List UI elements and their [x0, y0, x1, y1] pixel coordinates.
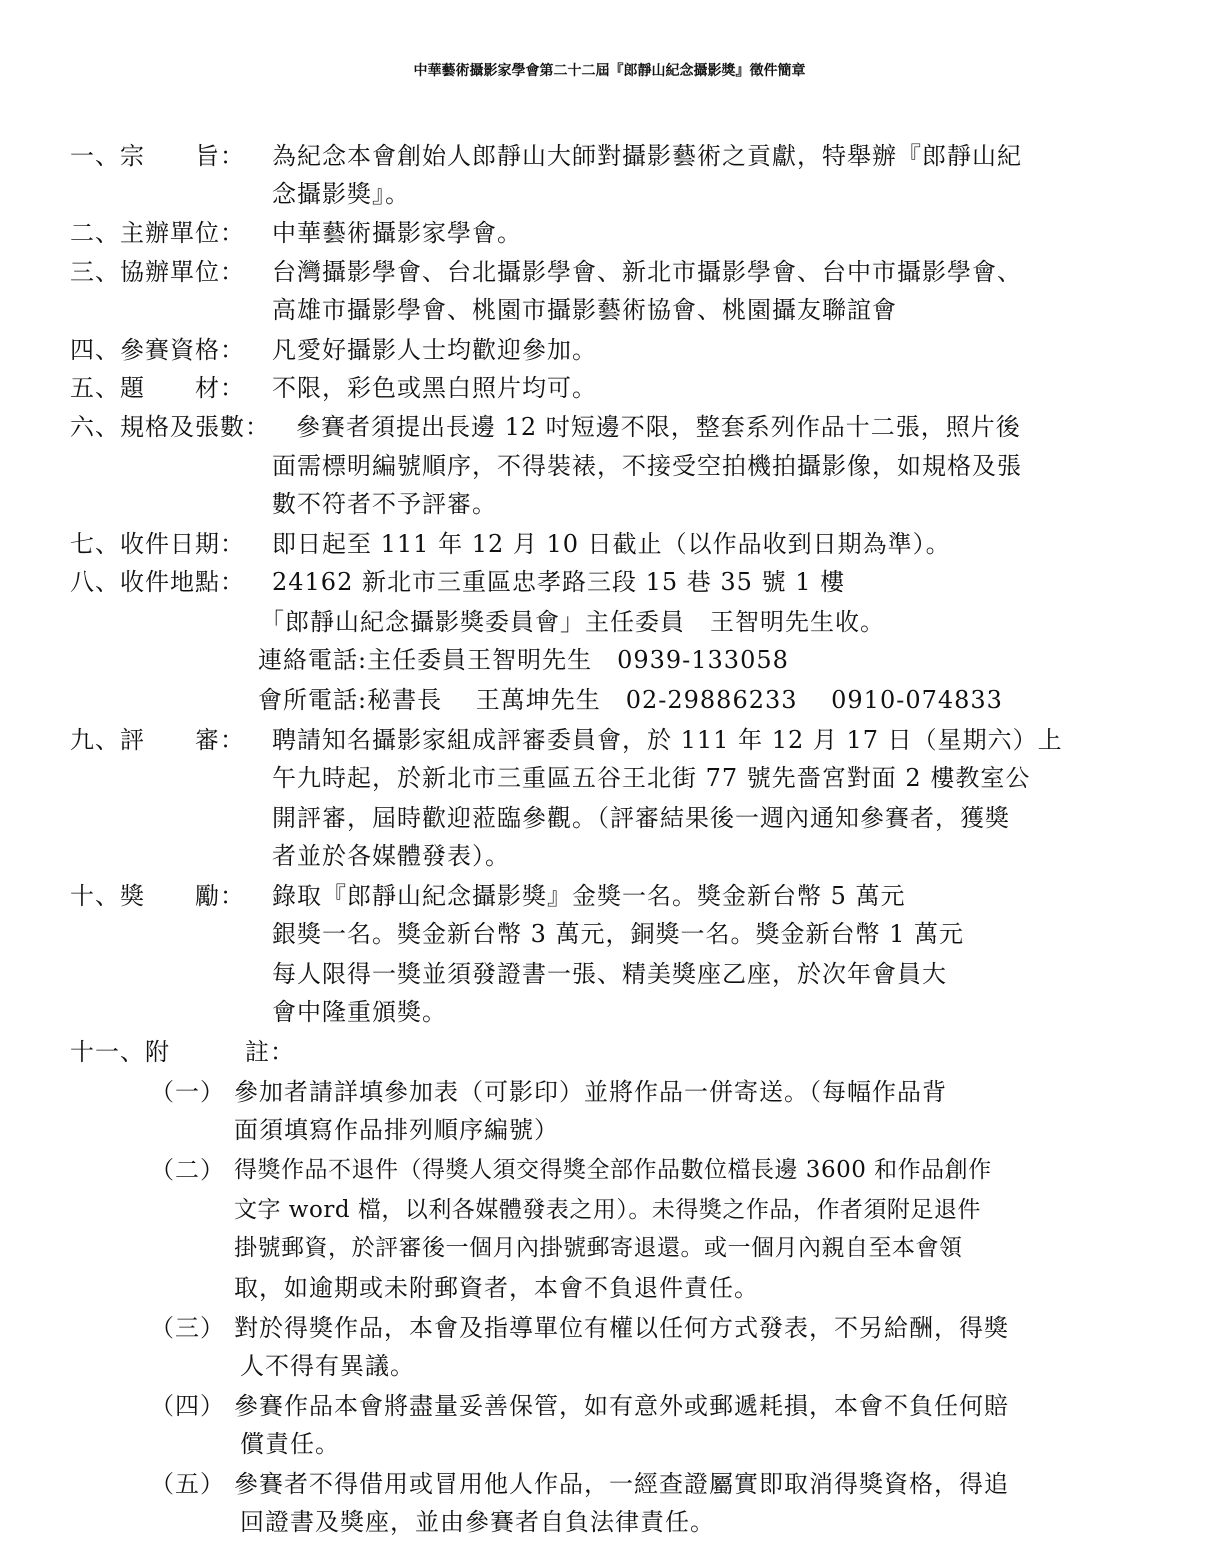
section-7-label: 七、收件日期： [70, 530, 245, 558]
note-5-label: （五） [150, 1470, 225, 1498]
section-3-line: 台灣攝影學會、台北攝影學會、新北市攝影學會、台中市攝影學會、 [272, 258, 1022, 286]
note-2-line: 得獎作品不退件（得獎人須交得獎全部作品數位檔長邊 3600 和作品創作 [234, 1157, 992, 1183]
note-1-label: （一） [150, 1078, 225, 1106]
note-3-line: 對於得獎作品，本會及指導單位有權以任何方式發表，不另給酬，得獎 [234, 1314, 1009, 1342]
note-2-line: 文字 word 檔，以利各媒體發表之用）。未得獎之作品，作者須附足退件 [234, 1197, 981, 1223]
note-2-line: 掛號郵資，於評審後一個月內掛號郵寄退還。或一個月內親自至本會領 [234, 1235, 963, 1261]
note-4-label: （四） [150, 1392, 225, 1420]
note-3-label: （三） [150, 1314, 225, 1342]
section-8-line: 「郎靜山紀念攝影獎委員會」主任委員 王智明先生收。 [260, 608, 885, 636]
section-9-line: 聘請知名攝影家組成評審委員會，於 111 年 12 月 17 日（星期六）上 [272, 726, 1063, 754]
section-8-line: 會所電話:秘書長 王萬坤先生 02-29886233 0910-074833 [258, 686, 1003, 714]
section-2-label: 二、主辦單位： [70, 219, 245, 247]
note-5-line: 參賽者不得借用或冒用他人作品，一經查證屬實即取消得獎資格，得追 [234, 1470, 1009, 1498]
section-2-line: 中華藝術攝影家學會。 [272, 219, 522, 247]
section-6-line: 數不符者不予評審。 [272, 490, 497, 518]
section-10-line: 錄取『郎靜山紀念攝影獎』金獎一名。獎金新台幣 5 萬元 [272, 882, 906, 910]
note-1-line: 參加者請詳填參加表（可影印）並將作品一併寄送。（每幅作品背 [234, 1078, 947, 1106]
section-9-line: 午九時起，於新北市三重區五谷王北街 77 號先嗇宮對面 2 樓教室公 [272, 764, 1031, 792]
section-4-line: 凡愛好攝影人士均歡迎參加。 [272, 336, 597, 364]
page-title: 中華藝術攝影家學會第二十二屆『郎靜山紀念攝影獎』徵件簡章 [413, 63, 806, 79]
section-10-line: 會中隆重頒獎。 [272, 998, 447, 1026]
section-6-line: 參賽者須提出長邊 12 吋短邊不限，整套系列作品十二張，照片後 [296, 413, 1021, 441]
note-2-line: 取，如逾期或未附郵資者，本會不負退件責任。 [234, 1274, 759, 1302]
section-9-line: 開評審，屆時歡迎蒞臨參觀。（評審結果後一週內通知參賽者，獲獎 [272, 804, 1010, 832]
section-9-line: 者並於各媒體發表）。 [272, 842, 510, 870]
note-3-line: 人不得有異議。 [240, 1352, 415, 1380]
section-3-line: 高雄市攝影學會、桃園市攝影藝術協會、桃園攝友聯誼會 [272, 296, 897, 324]
section-3-label: 三、協辦單位： [70, 258, 245, 286]
section-10-line: 銀獎一名。獎金新台幣 3 萬元，銅獎一名。獎金新台幣 1 萬元 [272, 920, 965, 948]
section-8-label: 八、收件地點： [70, 568, 245, 596]
section-6-label: 六、規格及張數： [70, 413, 270, 441]
section-11-label: 十一、附 註： [70, 1038, 295, 1066]
note-5-line: 回證書及獎座，並由參賽者自負法律責任。 [240, 1508, 715, 1536]
section-8-line: 連絡電話:主任委員王智明先生 0939-133058 [258, 646, 789, 674]
section-1-line: 為紀念本會創始人郎靜山大師對攝影藝術之貢獻，特舉辦『郎靜山紀 [272, 142, 1022, 170]
section-10-label: 十、獎 勵： [70, 882, 245, 910]
note-2-label: （二） [150, 1156, 225, 1184]
note-4-line: 參賽作品本會將盡量妥善保管，如有意外或郵遞耗損，本會不負任何賠 [234, 1392, 1009, 1420]
note-1-line: 面須填寫作品排列順序編號） [234, 1116, 559, 1144]
section-7-line: 即日起至 111 年 12 月 10 日截止（以作品收到日期為準）。 [272, 530, 951, 558]
section-5-label: 五、題 材： [70, 374, 245, 402]
section-4-label: 四、參賽資格： [70, 336, 245, 364]
section-1-label: 一、宗 旨： [70, 142, 245, 170]
section-6-line: 面需標明編號順序，不得裝裱，不接受空拍機拍攝影像，如規格及張 [272, 452, 1022, 480]
section-5-line: 不限，彩色或黑白照片均可。 [272, 374, 597, 402]
note-4-line: 償責任。 [240, 1430, 340, 1458]
section-9-label: 九、評 審： [70, 726, 245, 754]
section-8-line: 24162 新北市三重區忠孝路三段 15 巷 35 號 1 樓 [272, 568, 846, 596]
section-10-line: 每人限得一獎並須發證書一張、精美獎座乙座，於次年會員大 [272, 960, 947, 988]
section-1-line: 念攝影獎』。 [272, 180, 410, 208]
